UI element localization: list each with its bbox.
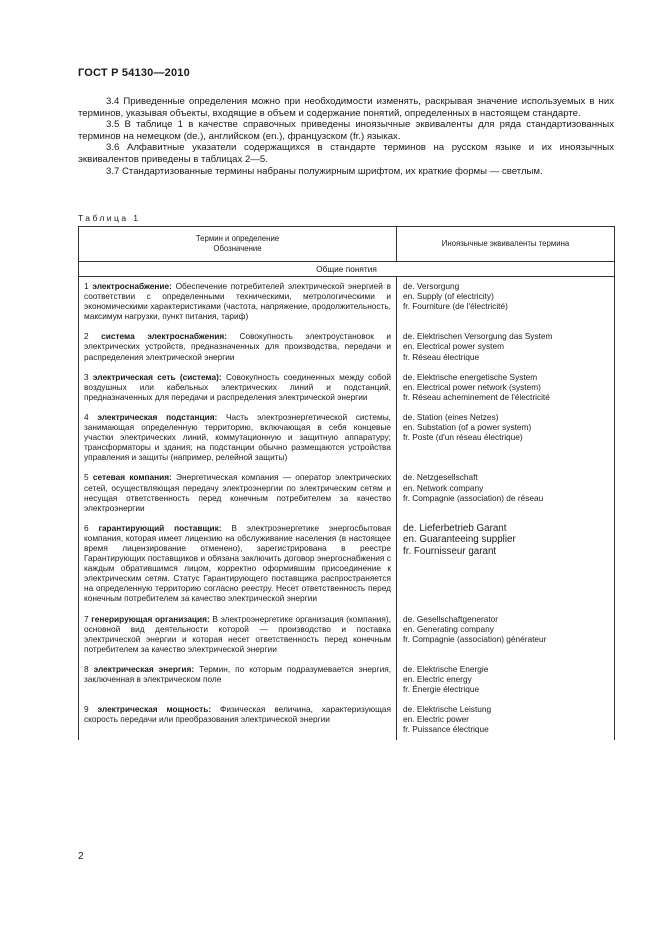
term-equivalents <box>397 368 615 408</box>
equiv-en: en. Electric energy <box>403 674 472 684</box>
table-header-row <box>79 227 615 262</box>
equiv-fr: fr. Poste (d'un réseau électrique) <box>403 432 523 443</box>
term-definition <box>79 660 397 700</box>
table-caption: Таблица 1 <box>78 213 141 223</box>
term-equivalents <box>397 277 615 328</box>
equiv-en: en. Generating company <box>403 623 494 634</box>
equiv-en: en. Electrical power system <box>403 341 504 352</box>
equiv-fr: fr. Puissance électrique <box>403 724 489 735</box>
term-definition <box>79 519 397 610</box>
definition-text: Совокупность электроустановок и электрических устройств, предназначенных для производства, передачи и распределения электрической энергии <box>84 331 392 362</box>
term-name: гарантирующий поставщик: <box>98 522 222 533</box>
term-name: электрическая подстанция: <box>97 411 218 422</box>
equiv-fr: fr. Réseau acheminement de l'électricité <box>403 391 550 402</box>
term-equivalents <box>397 468 615 518</box>
table-row <box>79 408 615 468</box>
table-row <box>79 700 615 740</box>
term-name: электрическая сеть (система): <box>92 371 222 382</box>
term-equivalents <box>397 700 615 740</box>
equiv-de: de. Elektrische Leistung <box>403 704 492 715</box>
term-name: электрическая энергия: <box>93 663 195 674</box>
equiv-en: en. Substation (of a power system) <box>403 422 532 433</box>
term-number: 7 <box>84 613 89 624</box>
equiv-en: en. Electrical power network (system) <box>403 381 541 392</box>
definition-text: Физическая величина, характеризующая скорость передачи или преобразования электрической энергии <box>84 704 392 725</box>
term-definition <box>79 408 397 468</box>
definition-text: Совокупность соединенных между собой воздушных или кабельных электрических линий и подстанций, предназначенных для передачи и распределения электрической энергии <box>84 371 391 402</box>
term-name: электроснабжение: <box>92 281 172 291</box>
term-name: система электроснабжения: <box>101 331 227 342</box>
definition-text: Часть электроэнергетической системы, занимающая определенную территорию, включающая в себя концевые участки электрических линий, коммутационную и защитную аппаратуру; трансформаторы и здания; на подстанции обычно размещаются устройства управления и защиты (например, релейной защиты) <box>84 411 391 463</box>
intro-text <box>78 96 614 177</box>
clause-3-5: 3.5 В таблице 1 в качестве справочных приведены иноязычные эквиваленты для ряда стандартизованных терминов на немецком (de.), английском (en.), французском (fr.) языках. <box>78 119 614 142</box>
term-number: 1 <box>84 281 89 291</box>
table-row <box>79 327 615 367</box>
equiv-fr: fr. Compagnie (association) de réseau <box>403 492 544 503</box>
table-row <box>79 368 615 408</box>
equiv-de: de. Netzgesellschaft <box>403 472 478 483</box>
term-equivalents <box>397 519 615 610</box>
definition-text: Энергетическая компания — оператор электрических сетей, осуществляющая передачу электроэнергии по электрическим сетям и несущая ответственность перед конечным потребителем за качество электроэнергии <box>84 472 391 513</box>
term-definition <box>79 327 397 367</box>
term-number: 8 <box>84 663 89 674</box>
table-row <box>79 468 615 518</box>
term-definition <box>79 610 397 660</box>
equiv-en: en. Network company <box>403 482 484 493</box>
col-header-equivalents: Иноязычные эквиваленты термина <box>397 227 615 262</box>
term-number: 3 <box>84 371 89 382</box>
table-row <box>79 660 615 700</box>
term-definition <box>79 277 397 328</box>
equiv-fr: fr. Fournisseur garant <box>403 545 497 557</box>
term-equivalents <box>397 408 615 468</box>
equiv-en: en. Supply (of electricity) <box>403 291 494 302</box>
equiv-de: de. Elektrischen Versorgung das System <box>403 331 553 342</box>
clause-3-4: 3.4 Приведенные определения можно при необходимости изменять, раскрывая значение используемых в них терминов, указывая объекты, входящие в объем и содержание понятий, определенных в настоящем стандарте. <box>78 96 614 119</box>
equiv-de: de. Station (eines Netzes) <box>403 411 499 422</box>
term-number: 6 <box>84 522 89 533</box>
equiv-en: en. Electric power <box>403 714 469 725</box>
equiv-de: de. Elektrische Energie <box>403 663 489 674</box>
table-row <box>79 519 615 610</box>
equiv-en: en. Guaranteeing supplier <box>403 534 516 546</box>
definition-text: В электроэнергетике организация (компания), основной вид деятельности которой — производство и поставка электрической энергии и которая несет ответственность перед конечным потребителем за качество электрической энергии <box>84 613 391 654</box>
term-name: электрическая мощность: <box>97 704 212 715</box>
definition-text: В электроэнергетике энергосбытовая компания, которая имеет лицензию на обслуживание населения (в настоящее время лицензирование отменено), зарегистрирована в реестре Гарантирующих поставщиков и обязана заключить договор энергоснабжения с каждым обратившимся лицом, корректно оформившим присоединение к электрическим сетям. Статус Гарантирующего поставщика распространяется на определенную территорию согласно реестру. Несет ответственность перед конечным потребителем за качество электрической энергии <box>84 522 391 604</box>
equiv-de: de. Gesellschaftgenerator <box>403 613 499 624</box>
table-row <box>79 277 615 328</box>
equiv-fr: fr. Réseau électrique <box>403 351 480 362</box>
definition-text: Термин, по которым подразумевается энергия, заключенная в электрическом поле <box>84 663 392 684</box>
equiv-fr: fr. Énergie électrique <box>403 684 480 695</box>
table-row <box>79 610 615 660</box>
equiv-de: de. Elektrische energetische System <box>403 371 538 382</box>
term-equivalents <box>397 327 615 367</box>
term-definition <box>79 468 397 518</box>
term-number: 4 <box>84 411 89 422</box>
term-equivalents <box>397 660 615 700</box>
term-name: генерирующая организация: <box>91 613 210 624</box>
clause-3-6: 3.6 Алфавитные указатели содержащихся в стандарте терминов на русском языке и их иноязычных эквивалентов приведены в таблицах 2—5. <box>78 142 614 165</box>
term-number: 9 <box>84 704 89 715</box>
document-header: ГОСТ Р 54130—2010 <box>78 67 190 79</box>
page-number: 2 <box>78 851 84 862</box>
terms-table <box>78 226 615 740</box>
term-name: сетевая компания: <box>92 472 172 483</box>
equiv-de: de. Versorgung <box>403 281 460 291</box>
term-definition <box>79 700 397 740</box>
section-row <box>79 262 615 277</box>
section-title: Общие понятия <box>79 262 615 277</box>
term-equivalents <box>397 610 615 660</box>
equiv-fr: fr. Fourniture (de l'électricité) <box>403 301 508 312</box>
term-number: 2 <box>84 331 89 342</box>
term-definition <box>79 368 397 408</box>
definition-text: Обеспечение потребителей электрической энергией в соответствии с определенными техническими, метрологическими и экономическими характеристиками (частота, напряжение, продолжительность, максимум нагрузки, пункт питания, тариф) <box>84 281 391 322</box>
term-number: 5 <box>84 472 89 483</box>
clause-3-7: 3.7 Стандартизованные термины набраны полужирным шрифтом, их краткие формы — светлым. <box>106 165 543 177</box>
equiv-de: de. Lieferbetrieb Garant <box>403 522 507 534</box>
equiv-fr: fr. Compagnie (association) générateur <box>403 633 547 644</box>
col-header-term: Термин и определение Обозначение <box>79 227 397 262</box>
